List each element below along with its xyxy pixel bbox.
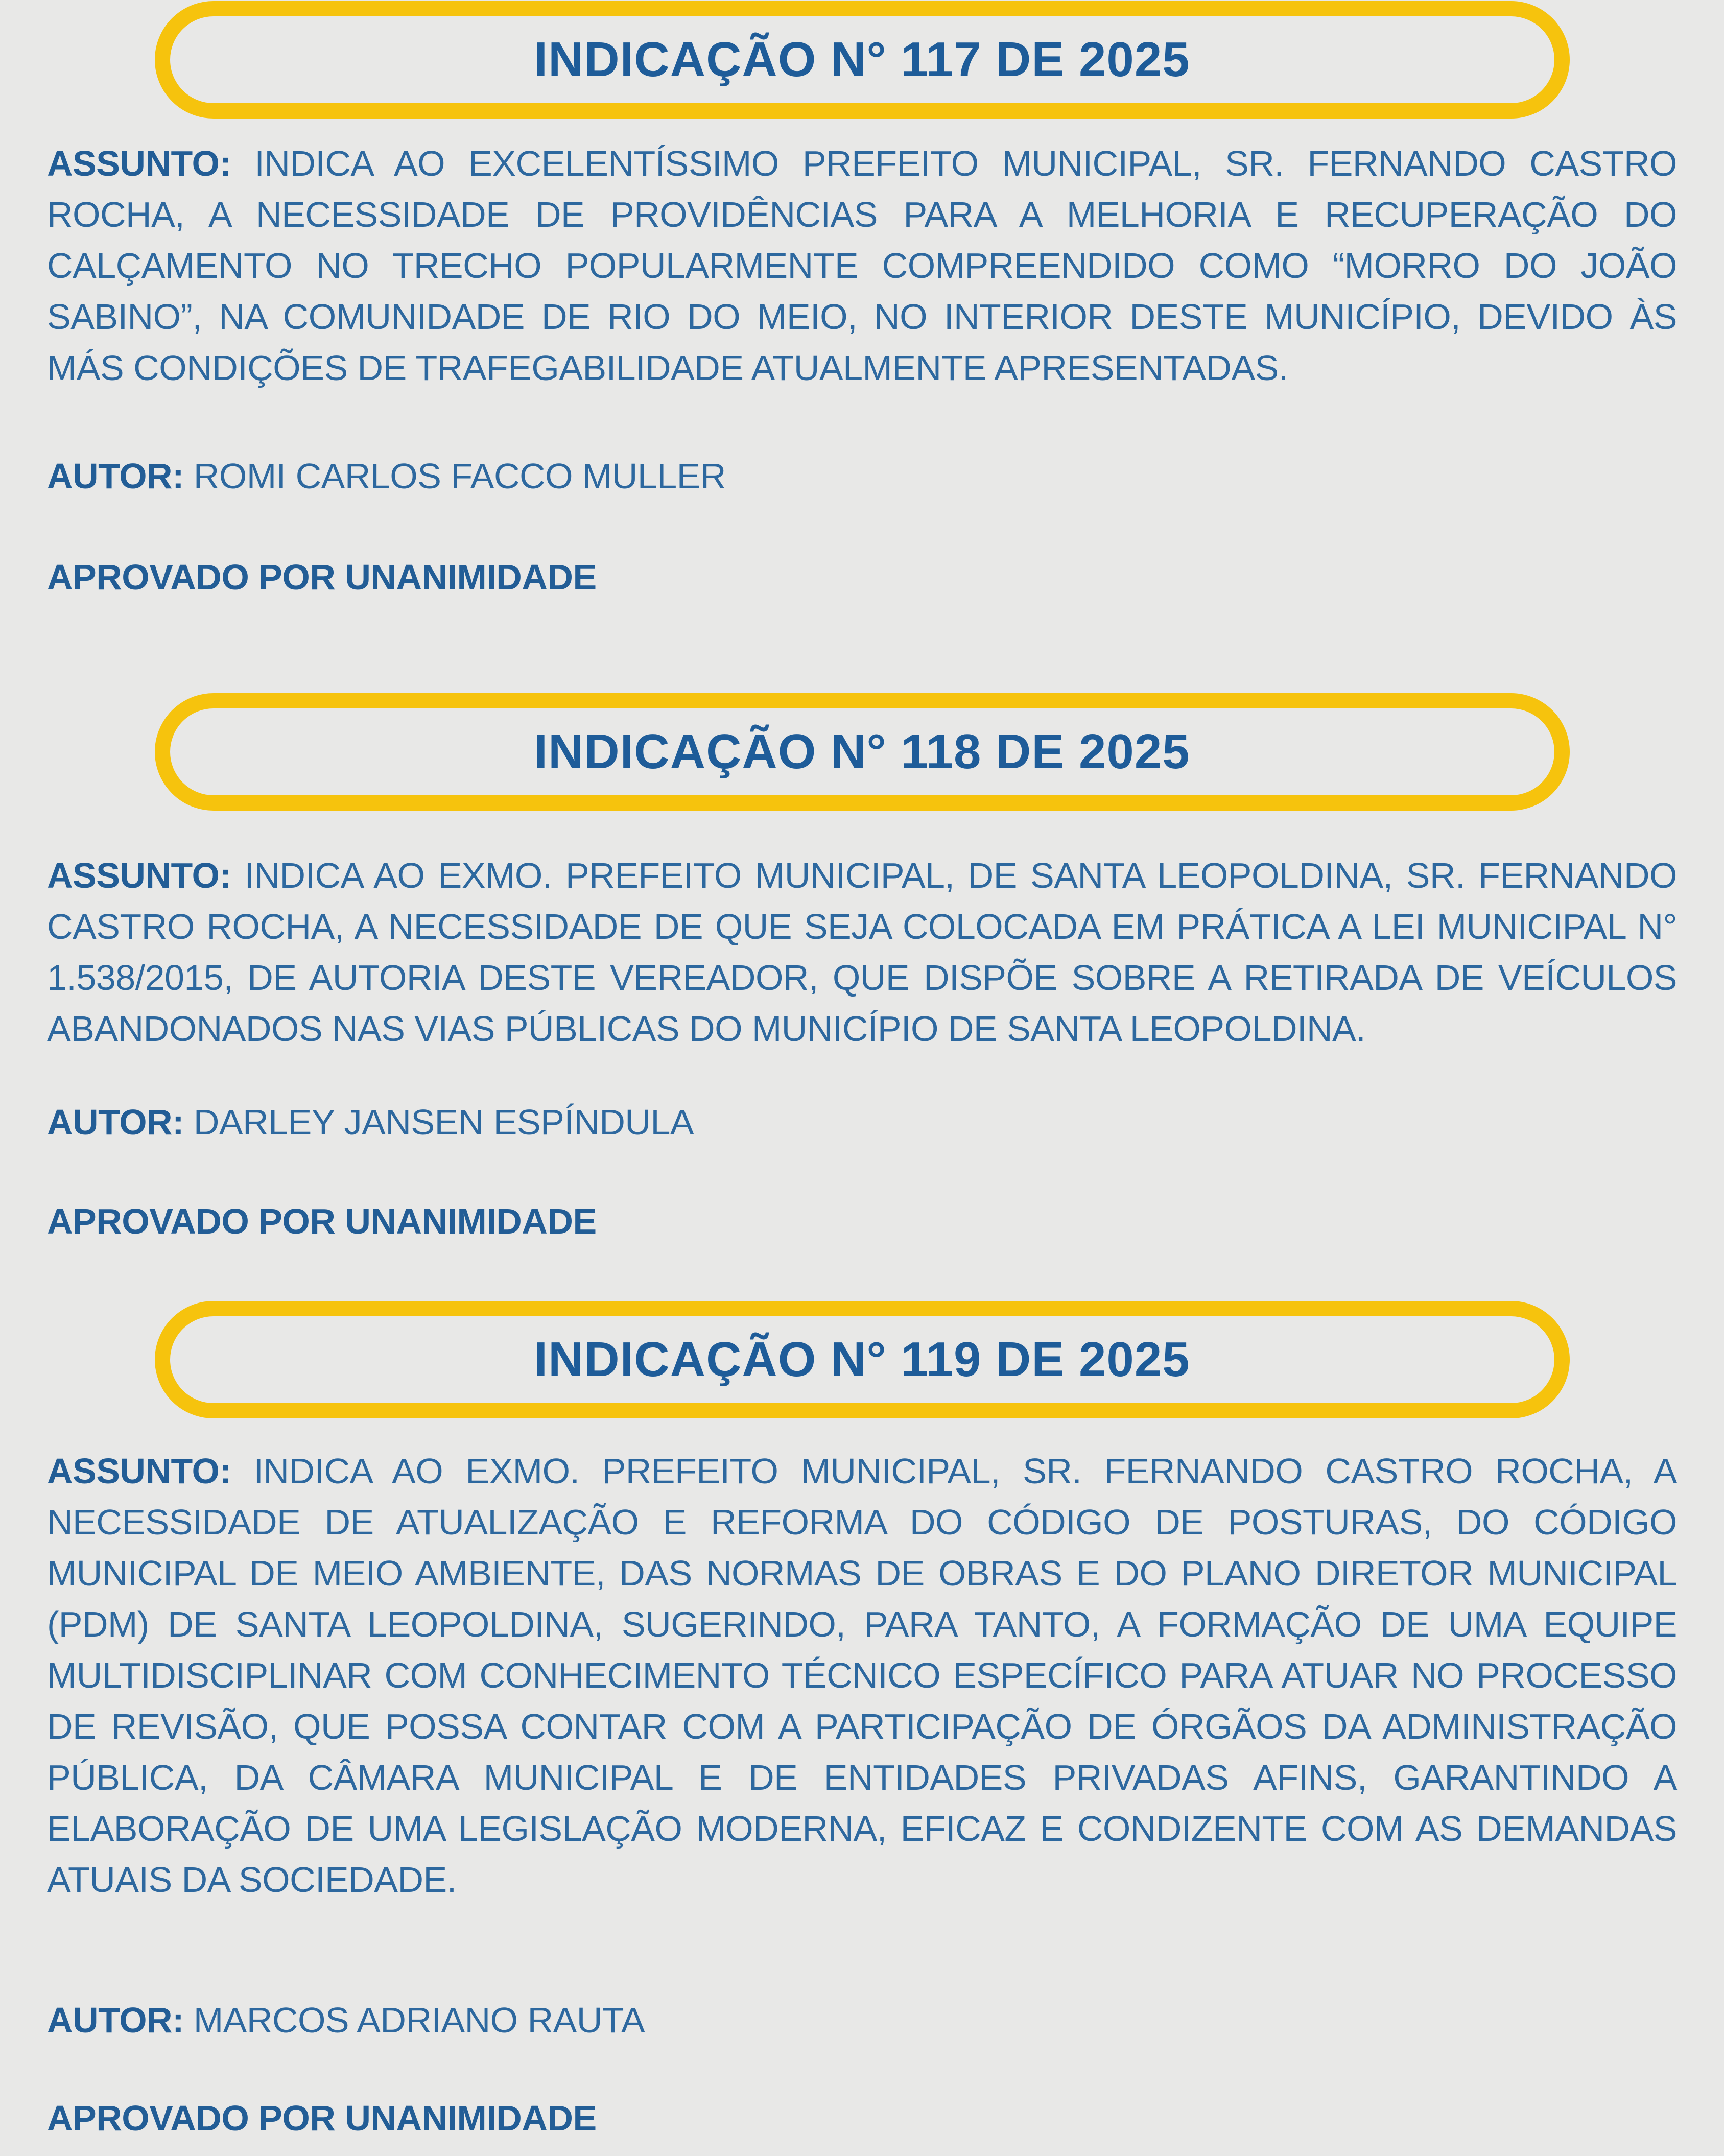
indication-section-117 [47, 1, 1677, 603]
subject-paragraph [47, 850, 1677, 1054]
author-label: AUTOR: [47, 2000, 184, 2040]
subject-paragraph [47, 138, 1677, 393]
author-name: MARCOS ADRIANO RAUTA [193, 2000, 645, 2040]
approval-line: APROVADO POR UNANIMIDADE [47, 2098, 597, 2138]
subject-text: INDICA AO EXMO. PREFEITO MUNICIPAL, DE SANTA LEOPOLDINA, SR. FERNANDO CASTRO ROCHA, A NECESSIDADE DE QUE SEJA COLOCADA EM PRÁTICA A LEI MUNICIPAL N° 1.538/2015, DE AUTORIA DESTE VEREADOR, QUE DISPÕE SOBRE A RETIRADA DE VEÍCULOS ABANDONADOS NAS VIAS PÚBLICAS DO MUNICÍPIO DE SANTA LEOPOLDINA. [47, 856, 1678, 1049]
bulletin-page [0, 1, 1724, 2156]
indication-section-118 [47, 693, 1677, 1247]
author-name: DARLEY JANSEN ESPÍNDULA [193, 1102, 694, 1142]
approval-line: APROVADO POR UNANIMIDADE [47, 1201, 597, 1241]
indication-title: INDICAÇÃO N° 118 DE 2025 [534, 724, 1190, 779]
title-badge [155, 1301, 1570, 1418]
author-line [47, 451, 1677, 502]
author-name: ROMI CARLOS FACCO MULLER [193, 456, 726, 496]
author-line [47, 1995, 1677, 2046]
subject-label: ASSUNTO: [47, 1451, 231, 1491]
indication-title: INDICAÇÃO N° 117 DE 2025 [534, 32, 1190, 87]
bulletin-content [0, 1, 1724, 2144]
subject-paragraph [47, 1446, 1677, 1905]
title-badge [155, 1, 1570, 119]
approval-line: APROVADO POR UNANIMIDADE [47, 557, 597, 597]
author-label: AUTOR: [47, 456, 184, 496]
subject-label: ASSUNTO: [47, 856, 231, 895]
subject-label: ASSUNTO: [47, 144, 231, 183]
subject-text: INDICA AO EXMO. PREFEITO MUNICIPAL, SR. FERNANDO CASTRO ROCHA, A NECESSIDADE DE ATUALIZAÇÃO E REFORMA DO CÓDIGO DE POSTURAS, DO CÓDIGO MUNICIPAL DE MEIO AMBIENTE, DAS NORMAS DE OBRAS E DO PLANO DIRETOR MUNICIPAL (PDM) DE SANTA LEOPOLDINA, SUGERINDO, PARA TANTO, A FORMAÇÃO DE UMA EQUIPE MULTIDISCIPLINAR COM CONHECIMENTO TÉCNICO ESPECÍFICO PARA ATUAR NO PROCESSO DE REVISÃO, QUE POSSA CONTAR COM A PARTICIPAÇÃO DE ÓRGÃOS DA ADMINISTRAÇÃO PÚBLICA, DA CÂMARA MUNICIPAL E DE ENTIDADES PRIVADAS AFINS, GARANTINDO A ELABORAÇÃO DE UMA LEGISLAÇÃO MODERNA, EFICAZ E CONDIZENTE COM AS DEMANDAS ATUAIS DA SOCIEDADE. [47, 1451, 1677, 1900]
indication-title: INDICAÇÃO N° 119 DE 2025 [534, 1332, 1190, 1387]
title-badge [155, 693, 1570, 811]
author-label: AUTOR: [47, 1102, 184, 1142]
indication-section-119 [47, 1301, 1677, 2144]
author-line [47, 1097, 1677, 1148]
subject-text: INDICA AO EXCELENTÍSSIMO PREFEITO MUNICIPAL, SR. FERNANDO CASTRO ROCHA, A NECESSIDADE DE PROVIDÊNCIAS PARA A MELHORIA E RECUPERAÇÃO DO CALÇAMENTO NO TRECHO POPULARMENTE COMPREENDIDO COMO “MORRO DO JOÃO SABINO”, NA COMUNIDADE DE RIO DO MEIO, NO INTERIOR DESTE MUNICÍPIO, DEVIDO ÀS MÁS CONDIÇÕES DE TRAFEGABILIDADE ATUALMENTE APRESENTADAS. [47, 144, 1677, 388]
